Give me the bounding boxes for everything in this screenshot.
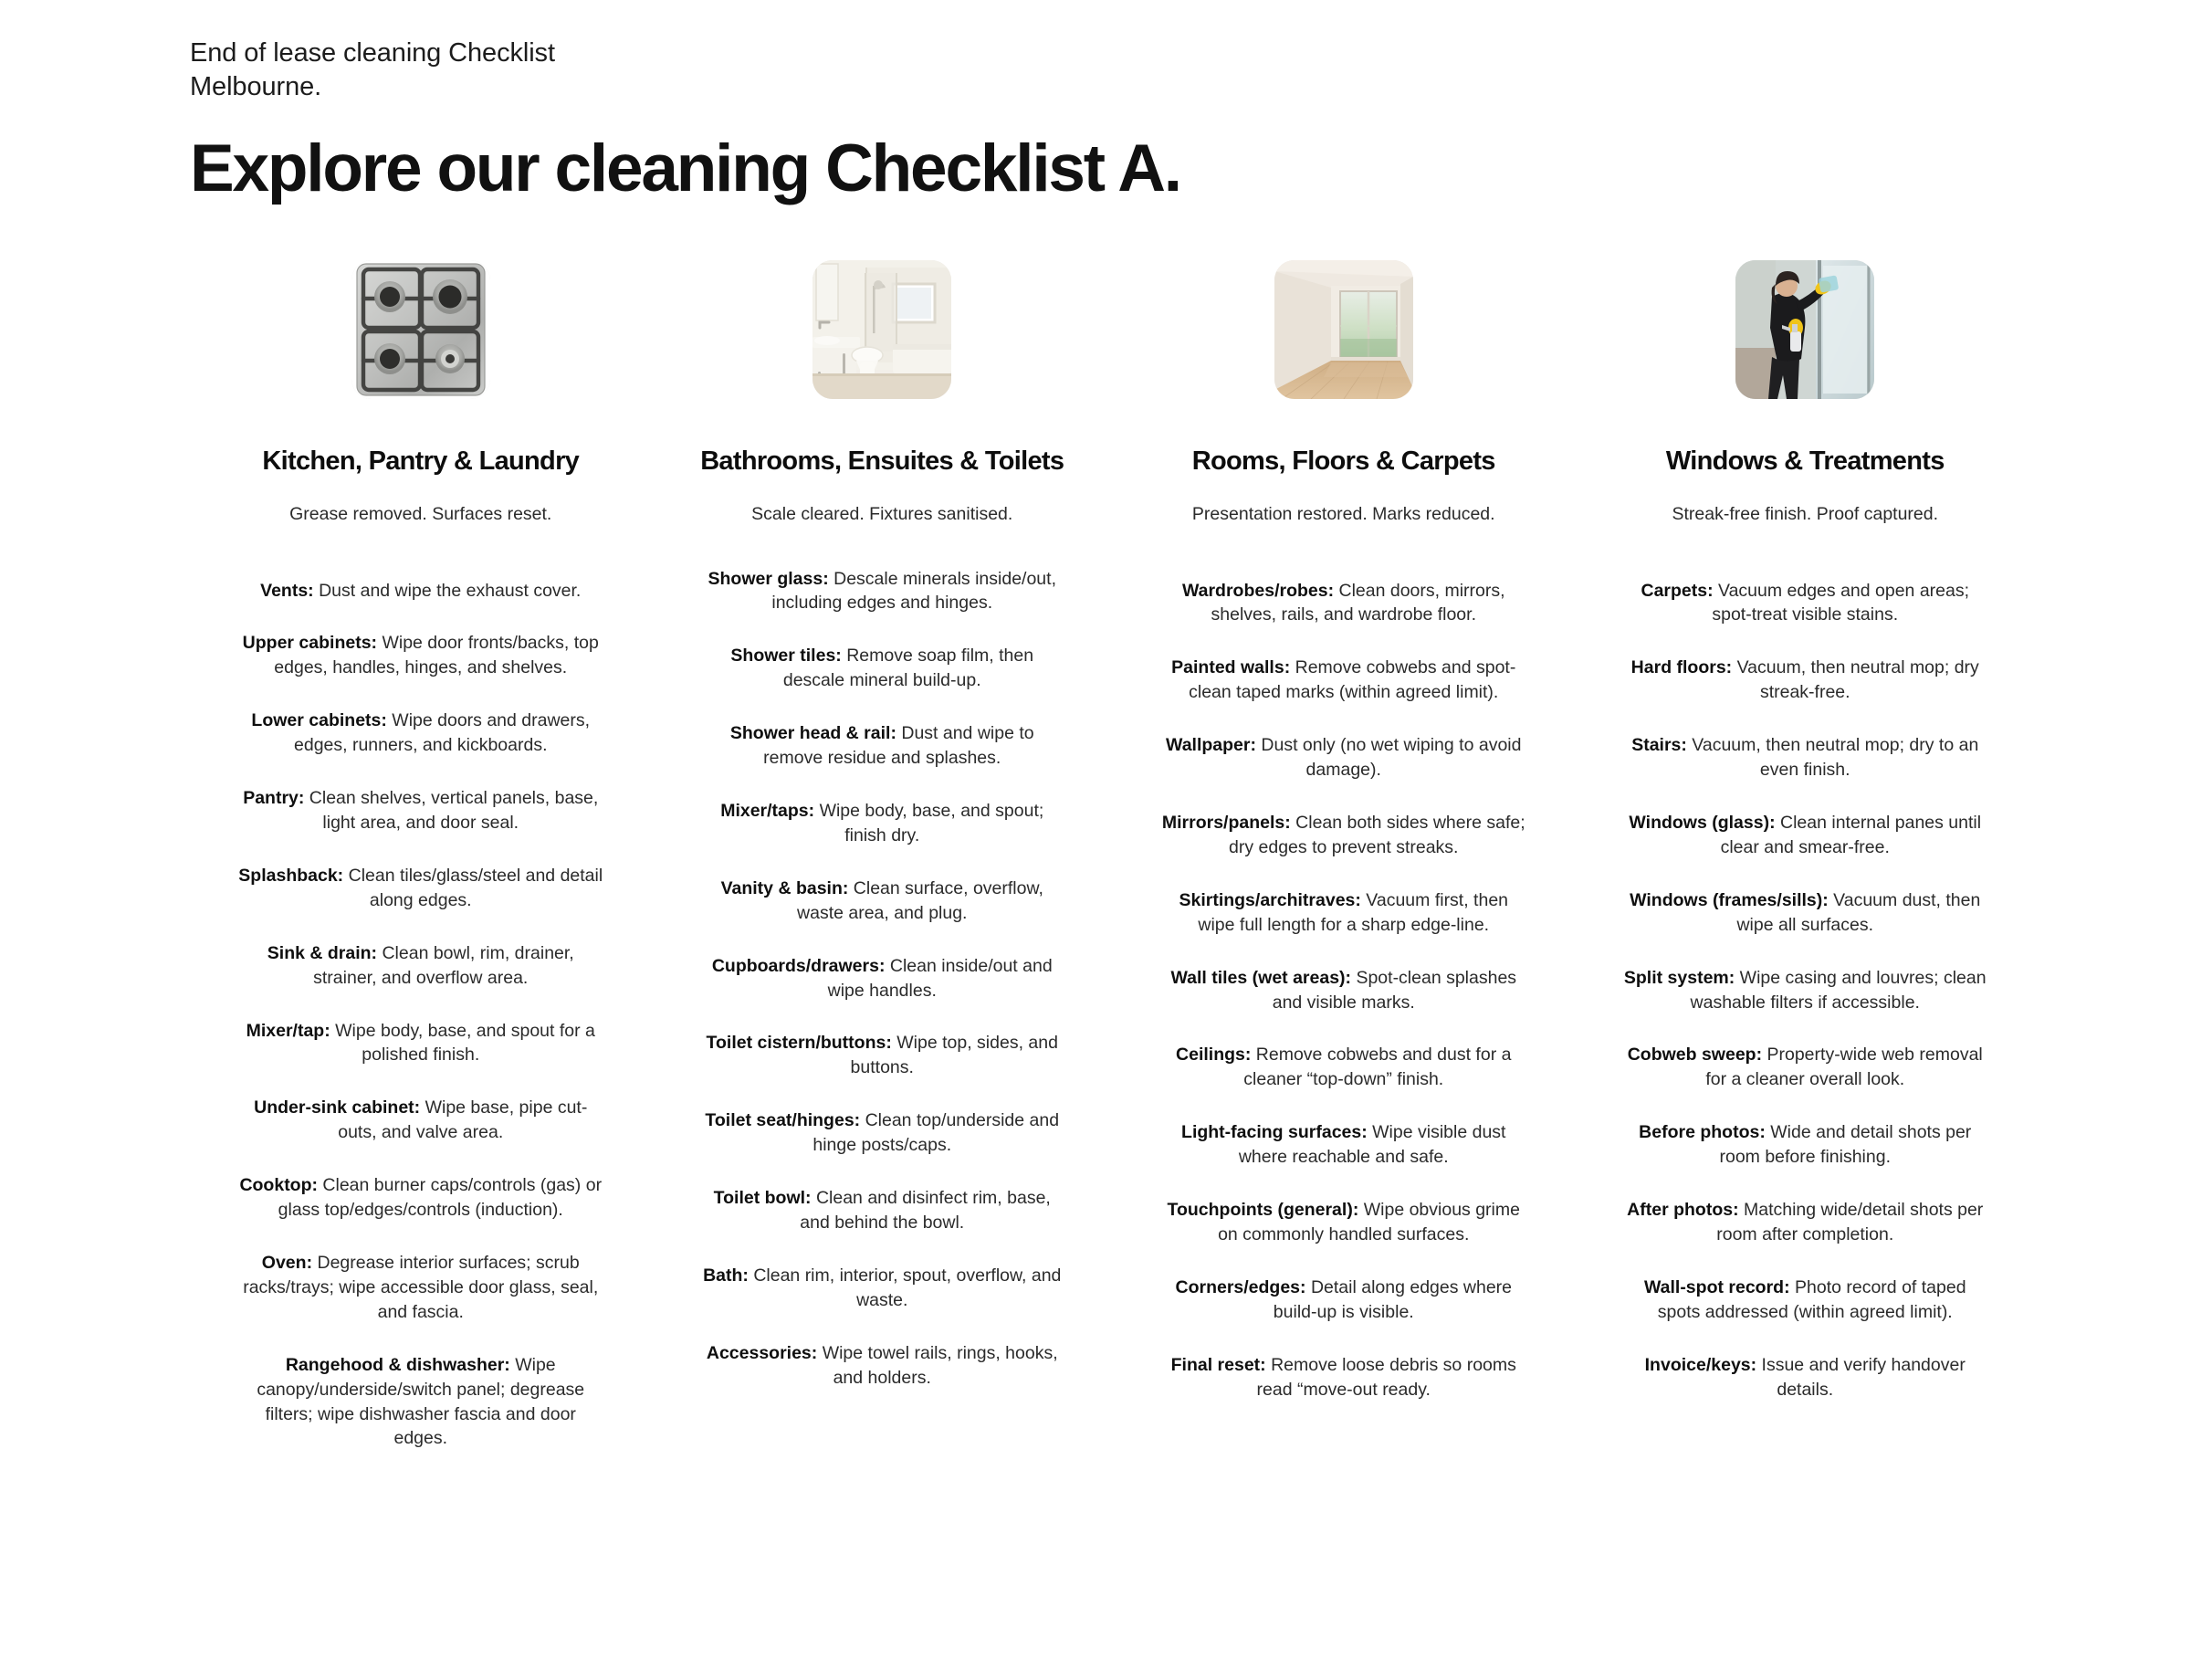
- item-label: Rangehood & dishwasher:: [285, 1354, 510, 1375]
- list-item: [238, 1173, 603, 1223]
- list-item: [1622, 1276, 1987, 1325]
- page-title: Explore our cleaning Checklist A.: [190, 131, 1180, 206]
- list-item: [238, 864, 603, 913]
- item-text: Remove cobwebs and spot-clean taped marks (within agreed limit).: [1189, 657, 1516, 703]
- item-label: Light-facing surfaces:: [1181, 1122, 1368, 1143]
- column-subtitle: Streak-free finish. Proof captured.: [1672, 504, 1939, 525]
- item-label: Mixer/tap:: [246, 1020, 330, 1041]
- item-text: Dust only (no wet wiping to avoid damage).: [1255, 735, 1522, 781]
- checklist-items: [1606, 579, 2006, 1402]
- list-item: [1622, 656, 1987, 705]
- item-text: Wipe towel rails, rings, hooks, and holders.: [817, 1342, 1058, 1388]
- list-item: [238, 1251, 603, 1325]
- item-label: Mixer/taps:: [720, 801, 815, 822]
- item-text: Wipe canopy/underside/switch panel; degrease filters; wipe dishwasher fascia and door edges.: [257, 1354, 585, 1449]
- checklist-page: [0, 37, 2191, 1680]
- item-label: Cooktop:: [239, 1175, 318, 1196]
- item-text: Degrease interior surfaces; scrub racks/trays; wipe accessible door glass, seal, and fascia.: [243, 1252, 599, 1322]
- item-label: Touchpoints (general):: [1167, 1200, 1359, 1221]
- cooktop-image: [351, 260, 490, 399]
- list-item: [1161, 888, 1526, 938]
- item-text: Wipe top, sides, and buttons.: [850, 1033, 1058, 1078]
- item-label: Hard floors:: [1630, 657, 1733, 678]
- item-text: Clean surface, overflow, waste area, and plug.: [797, 877, 1043, 923]
- item-label: Windows (frames/sills):: [1630, 889, 1829, 910]
- item-label: Vents:: [260, 580, 314, 601]
- list-item: [1161, 811, 1526, 860]
- item-label: Vanity & basin:: [720, 877, 849, 898]
- item-label: Painted walls:: [1171, 657, 1291, 678]
- list-item: [1161, 1198, 1526, 1247]
- item-label: Split system:: [1623, 967, 1735, 988]
- column-title: Rooms, Floors & Carpets: [1191, 446, 1495, 477]
- list-item: [1161, 733, 1526, 782]
- list-item: [238, 1019, 603, 1068]
- item-text: Wipe body, base, and spout for a polished finish.: [330, 1020, 595, 1066]
- list-item: [699, 877, 1064, 926]
- item-text: Clean top/underside and hinge posts/caps.: [812, 1110, 1060, 1156]
- item-label: Bath:: [703, 1265, 749, 1286]
- item-label: Wall tiles (wet areas):: [1170, 967, 1352, 988]
- checklist-column-bathrooms: [652, 260, 1114, 1451]
- item-text: Remove soap film, then descale mineral build-up.: [782, 646, 1034, 691]
- item-label: Splashback:: [238, 865, 344, 886]
- list-item: [1622, 1120, 1987, 1170]
- item-label: Toilet cistern/buttons:: [706, 1033, 892, 1054]
- checklist-items: [1144, 579, 1544, 1402]
- item-text: Vacuum, then neutral mop; dry to an even finish.: [1686, 735, 1979, 781]
- item-text: Wipe door fronts/backs, top edges, handles, hinges, and shelves.: [274, 633, 599, 678]
- item-text: Photo record of taped spots addressed (within agreed limit).: [1657, 1276, 1966, 1322]
- list-item: [1622, 733, 1987, 782]
- item-text: Wipe obvious grime on commonly handled surfaces.: [1218, 1200, 1520, 1244]
- item-label: Invoice/keys:: [1644, 1354, 1757, 1375]
- item-text: Clean bowl, rim, drainer, strainer, and overflow area.: [313, 942, 574, 988]
- item-label: Wall-spot record:: [1643, 1276, 1790, 1297]
- item-text: Matching wide/detail shots per room after completion.: [1716, 1200, 1984, 1244]
- item-label: Lower cabinets:: [251, 710, 387, 731]
- item-label: Toilet bowl:: [713, 1188, 812, 1209]
- list-item: [238, 1353, 603, 1452]
- item-text: Clean internal panes until clear and smear-free.: [1720, 813, 1982, 857]
- list-item: [1622, 966, 1987, 1015]
- list-item: [238, 786, 603, 835]
- list-item: [1622, 579, 1987, 628]
- item-label: Sink & drain:: [267, 942, 378, 963]
- list-item: [699, 1031, 1064, 1080]
- item-label: Windows (glass):: [1629, 813, 1776, 834]
- empty-room-image: [1274, 260, 1413, 399]
- item-label: Shower head & rail:: [729, 723, 896, 744]
- item-text: Vacuum dust, then wipe all surfaces.: [1736, 889, 1981, 935]
- item-text: Descale minerals inside/out, including edges and hinges.: [771, 568, 1056, 614]
- column-subtitle: Presentation restored. Marks reduced.: [1191, 504, 1495, 525]
- column-title: Kitchen, Pantry & Laundry: [262, 446, 580, 477]
- list-item: [1161, 1276, 1526, 1325]
- list-item: [699, 1186, 1064, 1235]
- item-text: Remove loose debris so rooms read “move-out ready.: [1256, 1354, 1516, 1400]
- item-label: Cobweb sweep:: [1627, 1045, 1763, 1066]
- list-item: [238, 941, 603, 991]
- item-label: Before photos:: [1639, 1122, 1766, 1143]
- item-label: Upper cabinets:: [242, 633, 378, 654]
- list-item: [260, 579, 581, 604]
- item-label: Wardrobes/robes:: [1181, 580, 1335, 601]
- item-text: Wide and detail shots per room before finishing.: [1719, 1122, 1972, 1168]
- checklist-column-kitchen: [190, 260, 652, 1451]
- eyebrow-text: End of lease cleaning Checklist Melbourne.: [190, 38, 555, 102]
- item-text: Clean doors, mirrors, shelves, rails, and wardrobe floor.: [1211, 580, 1505, 625]
- item-label: Under-sink cabinet:: [254, 1097, 421, 1118]
- item-text: Detail along edges where build-up is visible.: [1273, 1276, 1513, 1322]
- checklist-column-windows: [1575, 260, 2037, 1451]
- column-subtitle: Scale cleared. Fixtures sanitised.: [751, 504, 1013, 525]
- list-item: [1161, 966, 1526, 1015]
- item-label: Oven:: [261, 1252, 313, 1273]
- list-item: [699, 1108, 1064, 1158]
- list-item: [699, 799, 1064, 848]
- item-text: Vacuum edges and open areas; spot-treat visible stains.: [1712, 580, 1970, 625]
- item-text: Wipe base, pipe cut-outs, and valve area.: [338, 1097, 588, 1143]
- list-item: [699, 1264, 1064, 1313]
- item-label: Shower glass:: [708, 568, 829, 589]
- list-item: [1622, 811, 1987, 860]
- list-item: [1622, 888, 1987, 938]
- item-label: Mirrors/panels:: [1161, 813, 1291, 834]
- item-label: Cupboards/drawers:: [711, 955, 886, 976]
- checklist-columns: [190, 260, 2036, 1451]
- item-text: Spot-clean splashes and visible marks.: [1272, 967, 1517, 1013]
- bathroom-image: [812, 260, 951, 399]
- checklist-items: [221, 579, 621, 1452]
- item-text: Issue and verify handover details.: [1756, 1354, 1966, 1400]
- item-label: Pantry:: [243, 788, 305, 809]
- item-label: Skirtings/architraves:: [1179, 889, 1361, 910]
- list-item: [699, 721, 1064, 771]
- column-title: Bathrooms, Ensuites & Toilets: [700, 446, 1064, 477]
- list-item: [238, 709, 603, 758]
- item-text: Wipe body, base, and spout; finish dry.: [814, 801, 1044, 845]
- list-item: [699, 644, 1064, 693]
- item-label: Stairs:: [1631, 735, 1687, 756]
- item-text: Clean shelves, vertical panels, base, light area, and door seal.: [304, 788, 599, 834]
- list-item: [1622, 1353, 1987, 1402]
- item-label: Toilet seat/hinges:: [705, 1110, 861, 1131]
- column-title: Windows & Treatments: [1665, 446, 1945, 477]
- item-text: Clean both sides where safe; dry edges to prevent streaks.: [1229, 813, 1525, 857]
- item-text: Wipe visible dust where reachable and safe.: [1238, 1122, 1506, 1168]
- item-label: Wallpaper:: [1166, 735, 1256, 756]
- item-text: Wipe casing and louvres; clean washable filters if accessible.: [1690, 967, 1987, 1013]
- list-item: [699, 1341, 1064, 1391]
- list-item: [238, 631, 603, 680]
- list-item: [1161, 1120, 1526, 1170]
- item-text: Vacuum first, then wipe full length for a sharp edge-line.: [1198, 889, 1509, 935]
- item-label: Shower tiles:: [730, 646, 842, 667]
- window-cleaner-image: [1735, 260, 1874, 399]
- item-text: Remove cobwebs and dust for a cleaner “top-down” finish.: [1243, 1045, 1512, 1090]
- list-item: [1622, 1043, 1987, 1092]
- item-text: Property-wide web removal for a cleaner overall look.: [1705, 1045, 1983, 1090]
- list-item: [699, 567, 1064, 616]
- item-text: Wipe doors and drawers, edges, runners, and kickboards.: [294, 710, 591, 756]
- item-text: Clean burner caps/controls (gas) or glass top/edges/controls (induction).: [278, 1175, 603, 1221]
- checklist-items: [683, 567, 1083, 1391]
- item-text: Dust and wipe to remove residue and splashes.: [763, 723, 1034, 769]
- item-text: Clean inside/out and wipe handles.: [827, 955, 1053, 1001]
- item-text: Clean rim, interior, spout, overflow, and waste.: [748, 1265, 1062, 1310]
- item-text: Clean tiles/glass/steel and detail along edges.: [343, 865, 603, 910]
- column-subtitle: Grease removed. Surfaces reset.: [289, 504, 552, 525]
- list-item: [699, 954, 1064, 1003]
- list-item: [238, 1096, 603, 1145]
- item-text: Vacuum, then neutral mop; dry streak-free.: [1732, 657, 1979, 703]
- list-item: [1622, 1198, 1987, 1247]
- list-item: [1161, 579, 1526, 628]
- list-item: [1161, 1353, 1526, 1402]
- item-label: Corners/edges:: [1175, 1276, 1306, 1297]
- item-label: Ceilings:: [1176, 1045, 1252, 1066]
- item-text: Clean and disinfect rim, base, and behind the bowl.: [800, 1188, 1051, 1233]
- item-label: After photos:: [1627, 1200, 1739, 1221]
- item-label: Carpets:: [1641, 580, 1714, 601]
- list-item: [1161, 1043, 1526, 1092]
- item-text: Dust and wipe the exhaust cover.: [313, 580, 582, 601]
- item-label: Accessories:: [706, 1342, 818, 1363]
- checklist-column-rooms: [1113, 260, 1575, 1451]
- list-item: [1161, 656, 1526, 705]
- item-label: Final reset:: [1170, 1354, 1266, 1375]
